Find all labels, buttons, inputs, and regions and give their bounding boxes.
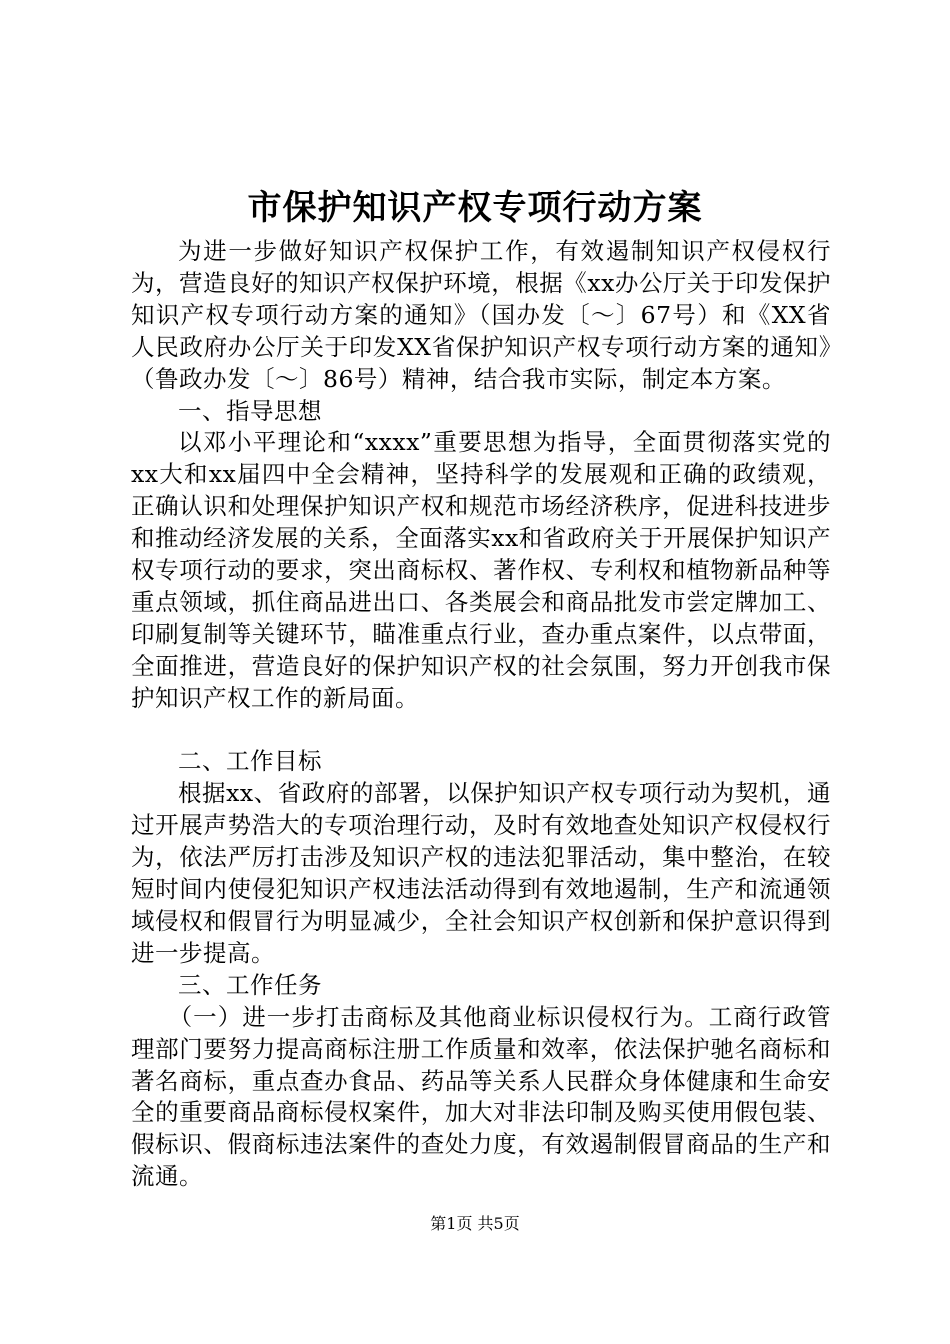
document-body (131, 236, 831, 1193)
intro-paragraph: 为进一步做好知识产权保护工作，有效遏制知识产权侵权行为，营造良好的知识产权保护环境，根据《xx办公厅关于印发保护知识产权专项行动方案的通知》（国办发〔～〕67号）和《XX省人民政府办公厅关于印发XX省保护知识产权专项行动方案的通知》（鲁政办发〔～〕86号）精神，结合我市实际，制定本方案。 (131, 237, 831, 393)
section2-paragraph: 根据xx、省政府的部署，以保护知识产权专项行动为契机，通过开展声势浩大的专项治理行动，及时有效地查处知识产权侵权行为，依法严厉打击涉及知识产权的违法犯罪活动，集中整治，在较短时间内使侵犯知识产权违法活动得到有效地遏制，生产和流通领域侵权和假冒行为明显减少，全社会知识产权创新和保护意识得到进一步提高。 (131, 779, 831, 967)
section1-paragraph: 以邓小平理论和“xxxx”重要思想为指导，全面贯彻落实党的xx大和xx届四中全会精神，坚持科学的发展观和正确的政绩观，正确认识和处理保护知识产权和规范市场经济秩序，促进科技进步和推动经济发展的关系，全面落实xx和省政府关于开展保护知识产权专项行动的要求，突出商标权、著作权、专利权和植物新品种等重点领域，抓住商品进出口、各类展会和商品批发市尝定牌加工、印刷复制等关键环节，瞄准重点行业，查办重点案件，以点带面，全面推进，营造良好的保护知识产权的社会氛围，努力开创我市保护知识产权工作的新局面。 (131, 428, 831, 712)
section3-item1-paragraph: （一）进一步打击商标及其他商业标识侵权行为。工商行政管理部门要努力提高商标注册工作质量和效率，依法保护驰名商标和著名商标，重点查办食品、药品等关系人民群众身体健康和生命安全的重要商品商标侵权案件，加大对非法印制及购买使用假包装、假标识、假商标违法案件的查处力度，有效遏制假冒商品的生产和流通。 (131, 1002, 831, 1191)
section3-heading: 三、工作任务 (178, 970, 322, 999)
document-title: 市保护知识产权专项行动方案 (247, 188, 703, 228)
section2-heading: 二、工作目标 (178, 747, 322, 776)
page-footer: 第1页 共5页 (430, 1214, 520, 1233)
paragraph-spacer (131, 715, 831, 747)
section1-heading: 一、指导思想 (178, 396, 322, 425)
